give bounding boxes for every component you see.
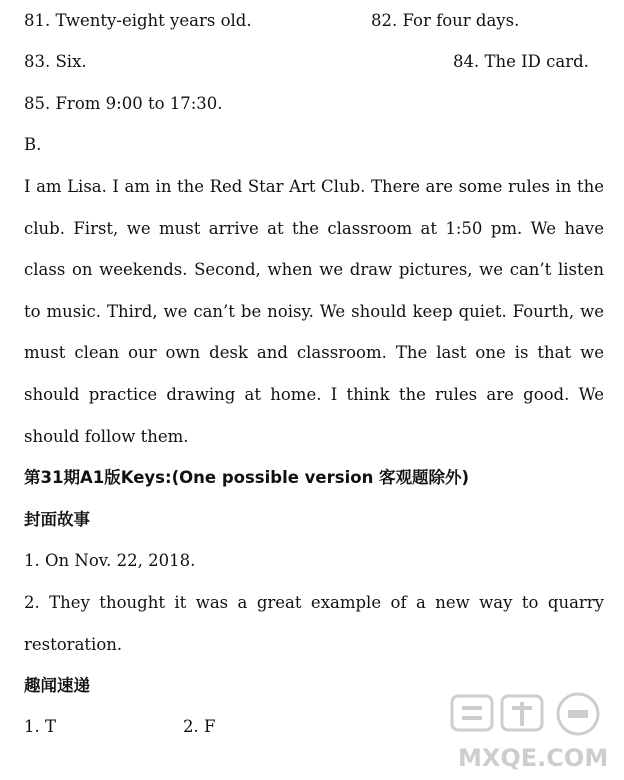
- cover-story-q2: 2. They thought it was a great example of a new way to quarry restoration.: [24, 593, 604, 654]
- fun-news-q2: 2. F: [183, 717, 216, 736]
- section-b-paragraph: I am Lisa. I am in the Red Star Art Club. There are some rules in the club. First, we must arrive at the classroom at 1:50 pm. We have class on weekends. Second, when we draw pictures, we can’t listen to music. Third, we can’t be noisy. We should keep quiet. Fourth, we must clean our own desk and classroom. The last one is that we should practice drawing at home. I think the rules are good. We should follow them.: [24, 177, 604, 446]
- section-b-label: B.: [24, 135, 42, 154]
- answer-85: 85. From 9:00 to 17:30.: [24, 94, 223, 113]
- answer-81: 81. Twenty-eight years old.: [24, 11, 252, 30]
- answer-84: 84. The ID card.: [453, 52, 589, 71]
- issue-heading: 第31期A1版Keys:(One possible version 客观题除外): [24, 468, 470, 487]
- answer-82: 82. For four days.: [371, 11, 520, 30]
- fun-news-heading: 趣闻速递: [24, 676, 90, 695]
- svg-text:MXQE.COM: MXQE.COM: [458, 744, 609, 772]
- cover-story-heading: 封面故事: [24, 510, 90, 529]
- cover-story-q1: 1. On Nov. 22, 2018.: [24, 551, 196, 570]
- fun-news-q1: 1. T: [24, 717, 56, 736]
- watermark-logo: [448, 692, 616, 774]
- answer-83: 83. Six.: [24, 52, 87, 71]
